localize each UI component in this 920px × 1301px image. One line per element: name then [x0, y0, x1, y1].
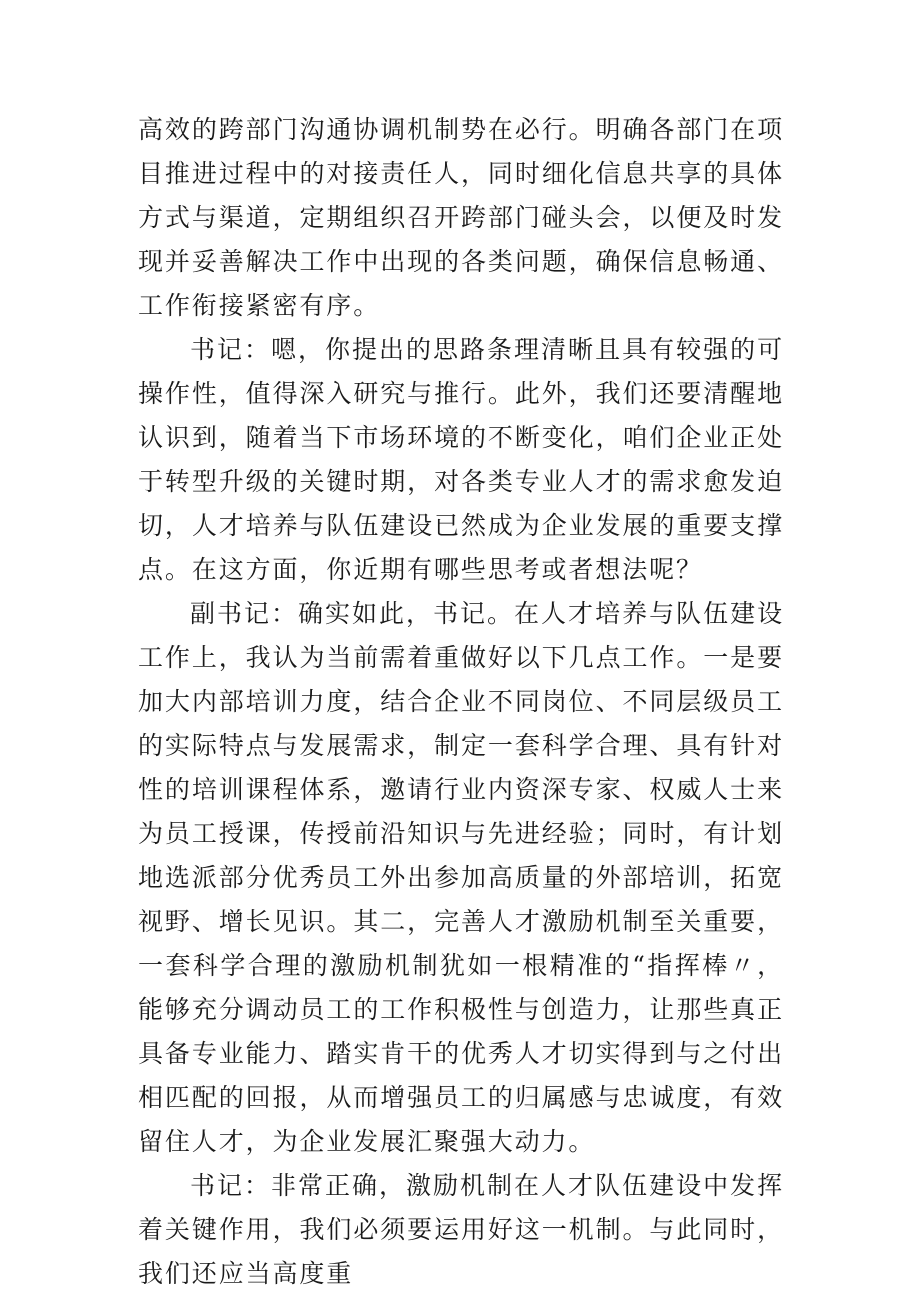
paragraph-1: 高效的跨部门沟通协调机制势在必行。明确各部门在项目推进过程中的对接责任人，同时细化信息共享的具体方式与渠道，定期组织召开跨部门碰头会，以便及时发现并妥善解决工作中出现的各类问题，确保信息畅通、工作衔接紧密有序。	[138, 115, 784, 320]
paragraph-2: 书记：嗯，你提出的思路条理清晰且具有较强的可操作性，值得深入研究与推行。此外，我们还要清醒地认识到，随着当下市场环境的不断变化，咱们企业正处于转型升级的关键时期，对各类专业人才的需求愈发迫切，人才培养与队伍建设已然成为企业发展的重要支撑点。在这方面，你近期有哪些思考或者想法呢？	[138, 335, 784, 584]
paragraph-4: 书记：非常正确，激励机制在人才队伍建设中发挥着关键作用，我们必须要运用好这一机制。与此同时，我们还应当高度重	[138, 1171, 784, 1288]
paragraph-3: 副书记：确实如此，书记。在人才培养与队伍建设工作上，我认为当前需着重做好以下几点工作。一是要加大内部培训力度，结合企业不同岗位、不同层级员工的实际特点与发展需求，制定一套科学合理、具有针对性的培训课程体系，邀请行业内资深专家、权威人士来为员工授课，传授前沿知识与先进经验；同时，有计划地选派部分优秀员工外出参加高质量的外部培训，拓宽视野、增长见识。其二，完善人才激励机制至关重要，一套科学合理的激励机制犹如一根精准的“指挥棒〃，能够充分调动员工的工作积极性与创造力，让那些真正具备专业能力、踏实肯干的优秀人才切实得到与之付出相匹配的回报，从而增强员工的归属感与忠诚度，有效留住人才，为企业发展汇聚强大动力。	[138, 599, 784, 1156]
document-body	[138, 108, 784, 1296]
